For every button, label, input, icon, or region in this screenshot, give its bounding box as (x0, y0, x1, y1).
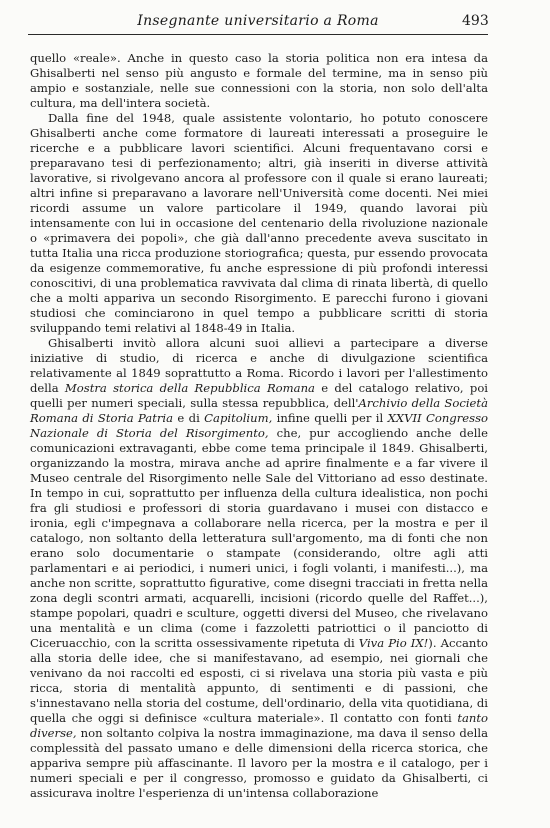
text-run: e di (173, 411, 205, 425)
text-run: Ghisalberti invitò allora alcuni suoi allievi a partecipare a diverse iniziative di studio, di ricerca e anche di divulgazione scientifica relativamente al 1849 soprattutto a Roma. Ricordo i lavori per l'allestimento della (30, 336, 488, 395)
italic-text: Archivio della Società Romana di Storia Patria (30, 396, 488, 425)
text-run: Dalla fine del 1948, quale assistente volontario, ho potuto conoscere Ghisalberti anche come formatore di laureati interessati a proseguire le ricerche e a pubblicare lavori scientifici. Alcuni frequentavano corsi e preparavano tesi di perfezionamento; altri, già inseriti in diverse attività lavorative, si rivolgevano ancora al professore con il quale si erano laureati; altri infine si preparavano a lavorare nell'Università come docenti. Nei miei ricordi assume un valore particolare il 1949, quando lavorai più intensamente con lui in occasione del centenario della rivoluzione nazionale o «primavera dei popoli», che già dall'anno precedente aveva suscitato in tutta Italia una ricca produzione storiografica; questa, pur essendo provocata da esigenze commemorative, fu anche espressione di più profondi interessi conoscitivi, di una problematica ravvivata dal clima di rinata libertà, di quello che a molti appariva un secondo Risorgimento. E parecchi furono i giovani studiosi che cominciarono in quel tempo a pubblicare scritti di storia sviluppando temi relativi al 1848-49 in Italia. (30, 111, 488, 335)
text-run: ). Accanto alla storia delle idee, che si manifestavano, ad esempio, nei giornali che venivano da noi raccolti ed esposti, ci si rivelava una storia più vasta e più ricca, storia di mentalità appunto, di sentimenti e di passioni, che s'innestavano nella storia del costume, dell'ordinario, della vita quotidiana, di quella che oggi si definisce «cultura materiale». Il contatto con fonti (30, 636, 488, 725)
text-run: non soltanto colpiva la nostra immaginazione, ma dava il senso della complessità del passato umano e delle dimensioni della ricerca storica, che appariva sempre più affascinante. Il lavoro per la mostra e il catalogo, per i numeri speciali e per il congresso, promosso e guidato da Ghisalberti, ci assicurava inoltre l'esperienza di un'intensa collaborazione (30, 726, 488, 800)
italic-text: Mostra storica della Repubblica Romana (64, 381, 315, 395)
text-run: e del catalogo relativo, poi quelli per numeri speciali, sulla stessa repubblica, dell' (30, 381, 489, 410)
text-run: che, pur accogliendo anche delle comunicazioni extravaganti, ebbe come tema principale il 1849. Ghisalberti, organizzando la mostra, mirava anche ad aprire finalmente e a far vivere il Museo centrale del Risorgimento nelle Sale del Vittoriano ad esso destinate. In tempo in cui, soprattutto per influenza della cultura idealistica, non pochi fra gli studiosi e professori di storia guardavano i musei con distacco e ironia, egli c'impegnava a collaborare nella ricerca, per la mostra e per il catalogo, non soltanto della letteratura sull'argomento, ma di fonti che non erano solo documentarie o stampate (considerando, oltre agli atti parlamentari e ai periodici, i numeri unici, i fogli volanti, i manifesti...), ma anche non scritte, soprattutto figurative, come disegni tracciati in fretta nella zona degli scontri armati, acquarelli, incisioni (ricordo quelle del Raffet...), stampe popolari, quadri e sculture, oggetti diversi del Museo, che rivelavano una mentalità e un clima (come i fazzoletti patriottici o il panciotto di Ciceruacchio, con la scritta ossessivamente ripetuta di (30, 426, 488, 650)
body-text (30, 51, 488, 801)
paragraph (30, 51, 488, 111)
text-run: infine quelli per il (272, 411, 388, 425)
paragraph (30, 336, 488, 801)
italic-text: XXVII Congresso Nazionale di Storia del Risorgimento, (30, 411, 489, 440)
page-number: 493 (462, 13, 489, 29)
running-head: Insegnante universitario a Roma (137, 13, 379, 29)
italic-text: tanto diverse, (30, 711, 488, 740)
text-run: quello «reale». Anche in questo caso la storia politica non era intesa da Ghisalberti nel senso più angusto e formale del termine, ma in senso più ampio e sostanziale, nelle sue connessioni con la storia, non solo dell'alta cultura, ma dell'intera società. (30, 51, 488, 110)
italic-text: Capitolium, (204, 411, 273, 425)
paragraph (30, 111, 488, 336)
italic-text: Viva Pio IX! (358, 636, 429, 650)
page-header (28, 10, 488, 35)
